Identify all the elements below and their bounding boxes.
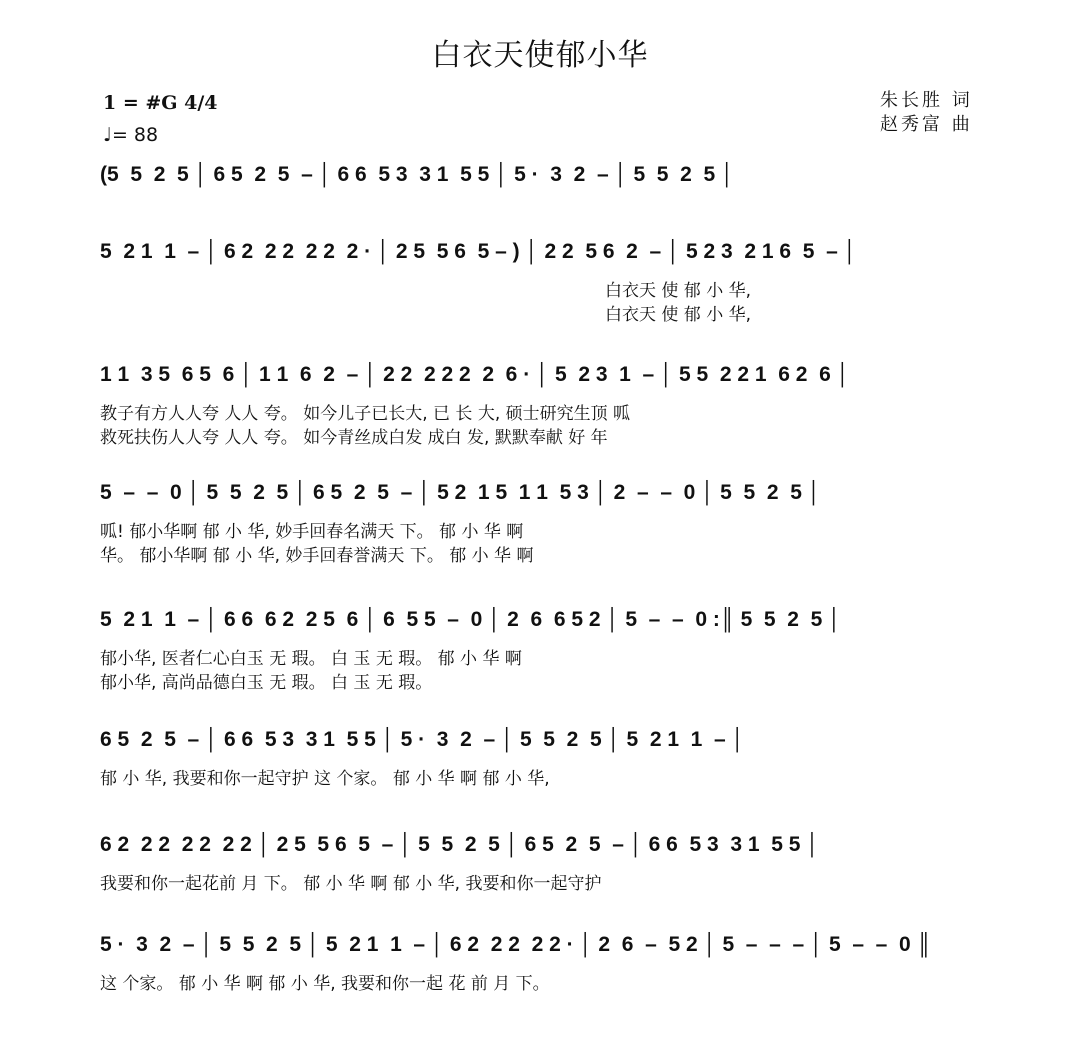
lyrics-verse-2: 郁小华, 高尚品德白玉 无 瑕。 白 玉 无 瑕。 xyxy=(100,673,433,693)
system-5 xyxy=(100,600,980,710)
lyrics-verse-1: 这 个家。 郁 小 华 啊 郁 小 华, 我要和你一起 花 前 月 下。 xyxy=(100,974,550,994)
notes-line: (5 5 2 5 │ 6 5 2 5 – │ 6 6 5 3 3 1 5 5 │ 5 · 3 2 – │ 5 5 2 5 │ xyxy=(100,163,735,186)
lyrics-verse-1: 白衣天 使 郁 小 华, xyxy=(605,281,752,301)
tempo-marking: ♩= 88 xyxy=(103,124,159,146)
notes-line: 5 2 1 1 – │ 6 2 2 2 2 2 2 · │ 2 5 5 6 5 – ) │ 2 2 5 6 2 – │ 5 2 3 2 1 6 5 – │ xyxy=(100,240,857,263)
lyrics-verse-2: 救死扶伤人人夸 人人 夸。 如今青丝成白发 成白 发, 默默奉献 好 年 xyxy=(100,428,608,448)
system-4 xyxy=(100,473,980,583)
notes-line: 6 2 2 2 2 2 2 2 │ 2 5 5 6 5 – │ 5 5 2 5 │ 6 5 2 5 – │ 6 6 5 3 3 1 5 5 │ xyxy=(100,833,820,856)
system-8 xyxy=(100,925,980,1035)
lyrics-verse-1: 教子有方人人夸 人人 夸。 如今儿子已长大, 已 长 大, 硕士研究生顶 呱 xyxy=(100,404,631,424)
system-6 xyxy=(100,720,980,830)
song-title: 白衣天使郁小华 xyxy=(431,38,649,73)
notes-line: 5 · 3 2 – │ 5 5 2 5 │ 5 2 1 1 – │ 6 2 2 2 2 2 · │ 2 6 – 5 2 │ 5 – – – │ 5 – – 0 ║ xyxy=(100,933,932,956)
lyrics-verse-2: 华。 郁小华啊 郁 小 华, 妙手回春誉满天 下。 郁 小 华 啊 xyxy=(100,546,534,566)
lyricist-credit: 朱长胜 词 xyxy=(880,90,973,111)
key-signature: 1 = #G 4/4 xyxy=(103,92,218,114)
lyrics-verse-1: 郁 小 华, 我要和你一起守护 这 个家。 郁 小 华 啊 郁 小 华, xyxy=(100,769,550,789)
notes-line: 1 1 3 5 6 5 6 │ 1 1 6 2 – │ 2 2 2 2 2 2 6 · │ 5 2 3 1 – │ 5 5 2 2 1 6 2 6 │ xyxy=(100,363,850,386)
system-3 xyxy=(100,355,980,465)
system-7 xyxy=(100,825,980,935)
lyrics-verse-1: 呱! 郁小华啊 郁 小 华, 妙手回春名满天 下。 郁 小 华 啊 xyxy=(100,522,524,542)
notes-line: 5 2 1 1 – │ 6 6 6 2 2 5 6 │ 6 5 5 – 0 │ 2 6 6 5 2 │ 5 – – 0 :║ 5 5 2 5 │ xyxy=(100,608,842,631)
lyrics-verse-1: 我要和你一起花前 月 下。 郁 小 华 啊 郁 小 华, 我要和你一起守护 xyxy=(100,874,602,894)
composer-credit: 赵秀富 曲 xyxy=(880,114,973,135)
lyrics-verse-1: 郁小华, 医者仁心白玉 无 瑕。 白 玉 无 瑕。 郁 小 华 啊 xyxy=(100,649,522,669)
lyrics-verse-2: 白衣天 使 郁 小 华, xyxy=(605,305,752,325)
notes-line: 6 5 2 5 – │ 6 6 5 3 3 1 5 5 │ 5 · 3 2 – │ 5 5 2 5 │ 5 2 1 1 – │ xyxy=(100,728,745,751)
notes-line: 5 – – 0 │ 5 5 2 5 │ 6 5 2 5 – │ 5 2 1 5 1 1 5 3 │ 2 – – 0 │ 5 5 2 5 │ xyxy=(100,481,821,504)
system-2 xyxy=(100,232,980,342)
